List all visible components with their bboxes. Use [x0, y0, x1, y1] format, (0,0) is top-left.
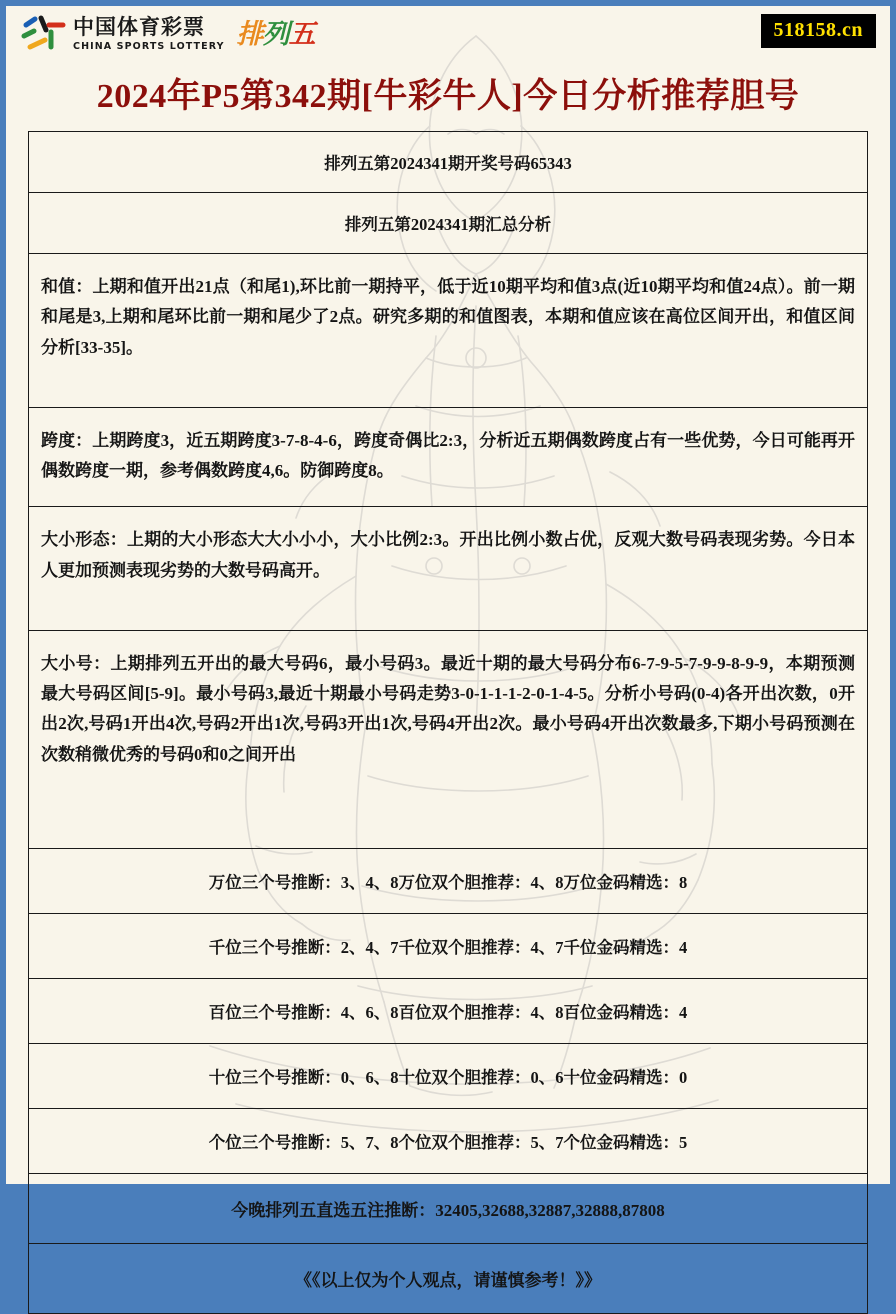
page-container — [6, 6, 890, 1290]
pick-row-shiwei: 十位三个号推断：0、6、8十位双个胆推荐：0、6十位金码精选：0 — [29, 1044, 867, 1109]
analysis-table — [28, 131, 868, 1314]
disclaimer-row: 《《以上仅为个人观点，请谨慎参考！》》 — [29, 1244, 867, 1314]
pick-row-baiwei: 百位三个号推断：4、6、8百位双个胆推荐：4、8百位金码精选：4 — [29, 979, 867, 1044]
brand-name-en: CHINA SPORTS LOTTERY — [73, 40, 225, 52]
analysis-paragraph-span: 跨度：上期跨度3，近五期跨度3-7-8-4-6，跨度奇偶比2:3，分析近五期偶数跨度占有一些优势，今日可能再开偶数跨度一期，参考偶数跨度4,6。防御跨度8。 — [29, 408, 867, 508]
summary-analysis-header: 排列五第2024341期汇总分析 — [29, 193, 867, 254]
game-name-pailiewu — [236, 18, 315, 50]
game-char-1: 排 — [236, 18, 263, 50]
pick-row-gewei: 个位三个号推断：5、7、8个位双个胆推荐：5、7个位金码精选：5 — [29, 1109, 867, 1174]
game-char-3: 五 — [288, 18, 315, 50]
direct-bets-row: 今晚排列五直选五注推断：32405,32688,32887,32888,87808 — [29, 1174, 867, 1244]
draw-result-header: 排列五第2024341期开奖号码65343 — [29, 132, 867, 193]
game-char-2: 列 — [262, 18, 289, 50]
sports-lottery-emblem-icon — [20, 14, 66, 54]
brand-logo[interactable] — [20, 14, 876, 54]
page-title: 2024年P5第342期[牛彩牛人]今日分析推荐胆号 — [96, 78, 800, 115]
site-domain-badge[interactable]: 518158.cn — [761, 14, 877, 48]
pick-row-qianwei: 千位三个号推断：2、4、7千位双个胆推荐：4、7千位金码精选：4 — [29, 914, 867, 979]
analysis-paragraph-bigsmall-form: 大小形态：上期的大小形态大大小小小，大小比例2:3。开出比例小数占优，反观大数号码表现劣势。今日本人更加预测表现劣势的大数号码高开。 — [29, 507, 867, 631]
analysis-paragraph-sum: 和值：上期和值开出21点（和尾1),环比前一期持平，低于近10期平均和值3点(近10期平均和值24点）。前一期和尾是3,上期和尾环比前一期和尾少了2点。研究多期的和值图表，本期和值应该在高位区间开出，和值区间分析[33-35]。 — [29, 254, 867, 408]
analysis-paragraph-bigsmall-number: 大小号：上期排列五开出的最大号码6，最小号码3。最近十期的最大号码分布6-7-9-5-7-9-9-8-9-9，本期预测最大号码区间[5-9]。最小号码3,最近十期最小号码走势3-0-1-1-1-2-0-1-4-5。分析小号码(0-4)各开出次数，0开出2次,号码1开出4次,号码2开出1次,号码3开出1次,号码4开出2次。最小号码4开出次数最多,下期小号码预测在次数稍微优秀的号码0和0之间开出 — [29, 631, 867, 849]
site-header — [6, 6, 890, 66]
pick-row-wanwei: 万位三个号推断：3、4、8万位双个胆推荐：4、8万位金码精选：8 — [29, 849, 867, 914]
brand-name-cn: 中国体育彩票 — [73, 15, 205, 40]
